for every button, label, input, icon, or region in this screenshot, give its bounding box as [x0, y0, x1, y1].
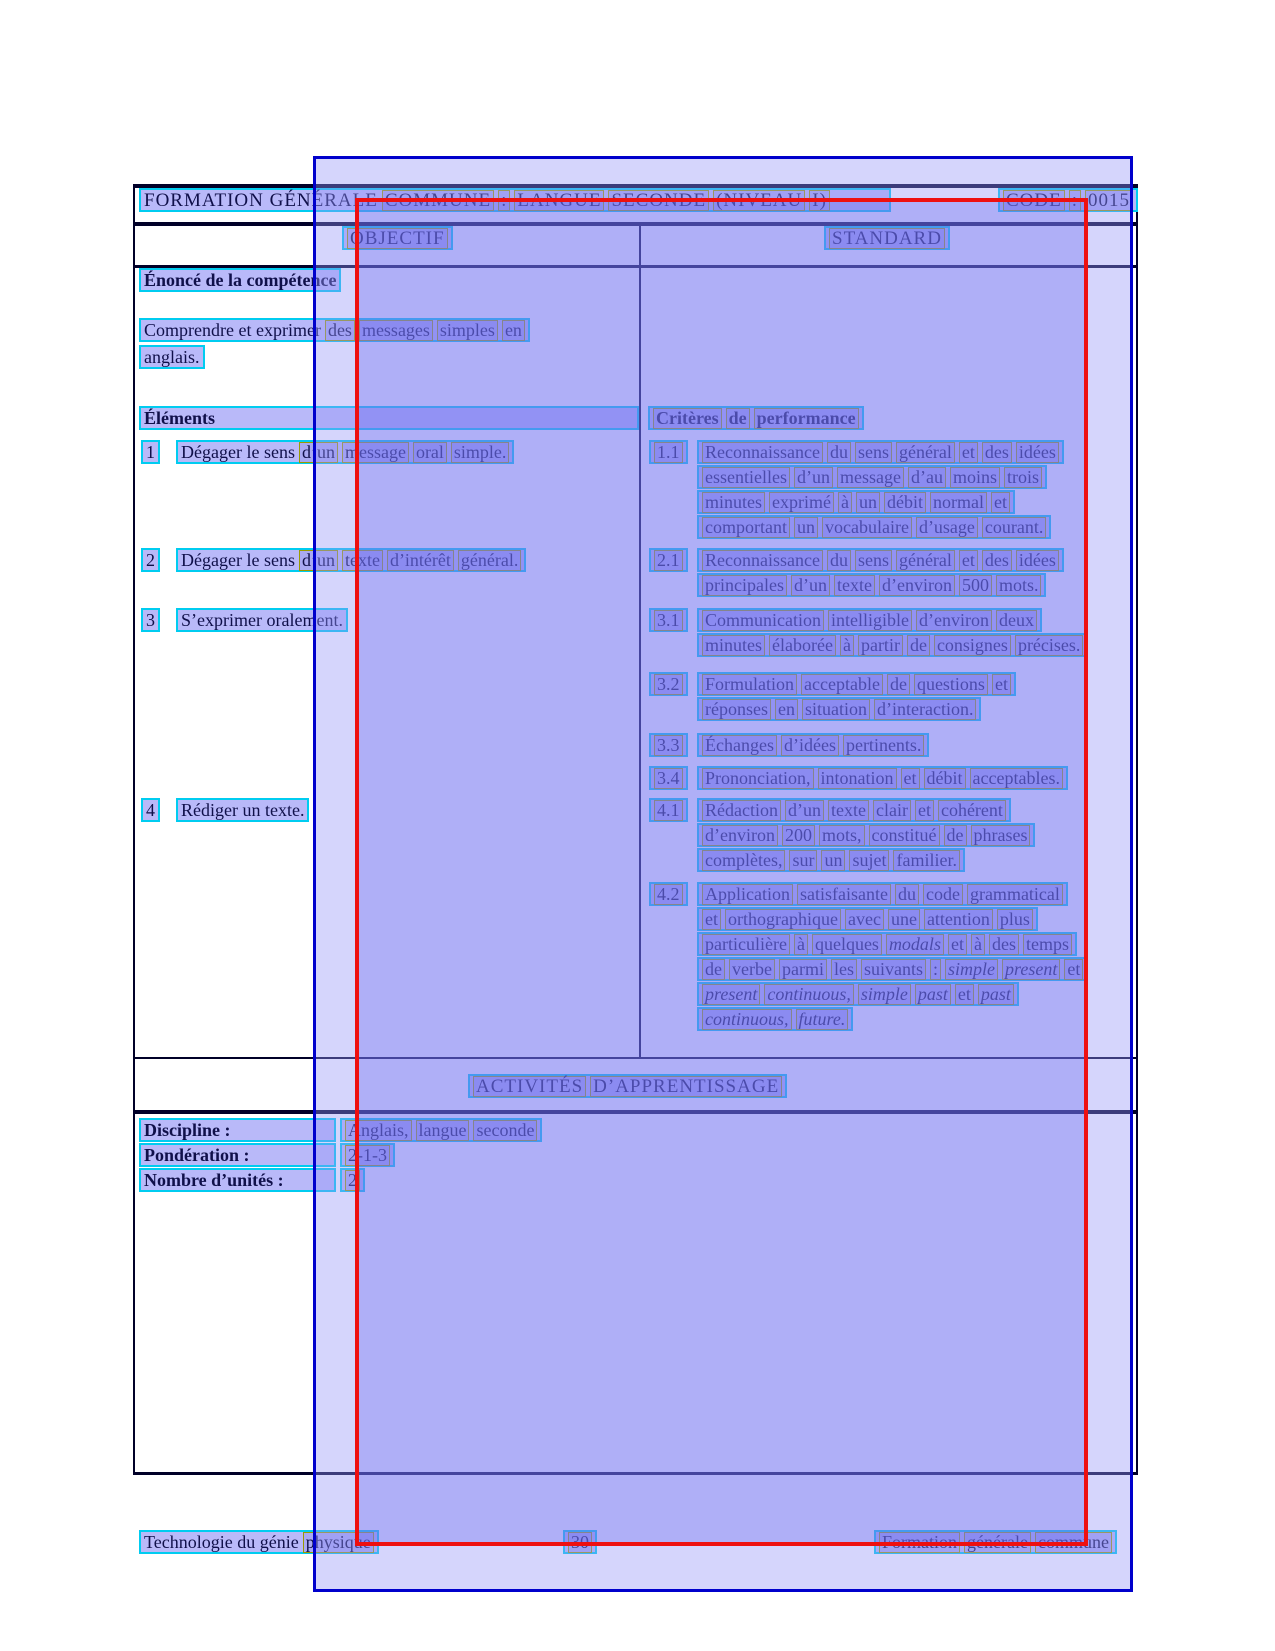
criterion-3-4-num: [649, 766, 688, 790]
criterion-4-2-num: [649, 882, 688, 906]
element-2-text: [176, 548, 526, 572]
word-box: mots.: [996, 575, 1042, 596]
word-box: un: [856, 492, 880, 513]
text-segment: Comprendre et exprimer: [144, 319, 321, 340]
text-segment: 2: [146, 549, 155, 570]
word-box: d’un: [299, 550, 338, 571]
word-box: partir: [858, 635, 903, 656]
word-box: 2.1: [654, 550, 683, 571]
word-box: essentielles: [702, 467, 790, 488]
activites-heading: [468, 1074, 787, 1098]
word-box: d’environ: [916, 610, 992, 631]
word-box: present: [702, 984, 760, 1005]
word-box: I): [809, 190, 830, 211]
word-box: temps: [1023, 934, 1072, 955]
criteres-heading: [648, 406, 864, 430]
criterion-4-2-line-2: [697, 907, 1038, 931]
header-title: [139, 188, 891, 212]
criterion-4-1-line-3: [697, 848, 965, 872]
word-box: et: [901, 768, 920, 789]
ponderation-value: [340, 1143, 395, 1167]
word-box: exprimé: [769, 492, 834, 513]
footer-page-number: [563, 1530, 597, 1554]
word-box: situation: [802, 699, 870, 720]
ponderation-label: [139, 1143, 336, 1167]
word-box: vocabulaire: [822, 517, 912, 538]
word-box: de: [702, 959, 725, 980]
word-box: simple: [945, 959, 998, 980]
word-box: constitué: [869, 825, 940, 846]
word-box: général: [896, 442, 955, 463]
word-box: débit: [924, 768, 966, 789]
word-box: minutes: [702, 635, 765, 656]
word-box: 3.4: [654, 768, 683, 789]
word-box: Critères: [653, 408, 722, 429]
word-box: et: [702, 909, 721, 930]
word-box: d’interaction.: [874, 699, 976, 720]
text-segment: 3: [146, 609, 155, 630]
text-segment: Énoncé de la compétence: [144, 269, 337, 290]
word-box: continuous,: [702, 1009, 792, 1030]
text-segment: Technologie du génie: [144, 1531, 299, 1552]
word-box: OBJECTIF: [347, 228, 448, 249]
word-box: à: [838, 492, 852, 513]
word-box: quelques: [812, 934, 882, 955]
word-box: d’un: [794, 467, 833, 488]
criterion-2-1-line-2: [697, 573, 1046, 597]
criterion-3-1-line-1: [697, 608, 1042, 632]
word-box: mots,: [819, 825, 865, 846]
word-box: 2: [345, 1170, 360, 1191]
word-box: simple.: [451, 442, 510, 463]
criterion-1-1-line-4: [697, 515, 1051, 539]
word-box: :: [1069, 190, 1081, 211]
criterion-3-4-line-1: [697, 766, 1068, 790]
word-box: avec: [845, 909, 884, 930]
unites-label: [139, 1168, 336, 1192]
standard-header: [824, 226, 950, 250]
word-box: texte: [834, 575, 875, 596]
word-box: message: [342, 442, 409, 463]
footer-right: [874, 1530, 1117, 1554]
word-box: intelligible: [828, 610, 912, 631]
word-box: de: [944, 825, 967, 846]
element-3-num: [141, 608, 160, 632]
word-box: des: [982, 442, 1012, 463]
word-box: général: [896, 550, 955, 571]
word-box: :: [498, 190, 510, 211]
word-box: particulière: [702, 934, 790, 955]
criterion-2-1-line-1: [697, 548, 1064, 572]
element-4-text: [176, 798, 309, 822]
word-box: sens: [855, 442, 892, 463]
word-box: Rédaction: [702, 800, 781, 821]
word-box: orthographique: [725, 909, 841, 930]
word-box: message: [837, 467, 904, 488]
word-box: grammatical: [967, 884, 1063, 905]
word-box: 200: [782, 825, 815, 846]
criterion-3-2-line-2: [697, 697, 981, 721]
criterion-4-1-num: [649, 798, 688, 822]
word-box: seconde: [473, 1120, 537, 1141]
criterion-3-2-num: [649, 672, 688, 696]
word-box: code: [923, 884, 963, 905]
word-box: de: [726, 408, 750, 429]
word-box: future.: [796, 1009, 849, 1030]
word-box: phrases: [971, 825, 1031, 846]
discipline-label: [139, 1118, 336, 1142]
word-box: et: [959, 442, 978, 463]
word-box: d’environ: [702, 825, 778, 846]
text-segment: S’exprimer oralement.: [181, 609, 343, 630]
word-box: courant.: [982, 517, 1046, 538]
discipline-value: [340, 1118, 542, 1142]
word-box: du: [827, 442, 851, 463]
word-box: débit: [884, 492, 926, 513]
word-box: comportant: [702, 517, 790, 538]
word-box: et: [959, 550, 978, 571]
text-segment: Rédiger un texte.: [181, 799, 305, 820]
word-box: COMMUNE: [382, 190, 494, 211]
criterion-4-2-line-1: [697, 882, 1068, 906]
word-box: cohérent: [938, 800, 1006, 821]
text-segment: Nombre d’unités :: [144, 1169, 284, 1190]
word-box: de: [887, 674, 910, 695]
word-box: oral: [413, 442, 447, 463]
word-box: de: [907, 635, 930, 656]
word-box: 3.3: [654, 735, 683, 756]
word-box: 1.1: [654, 442, 683, 463]
word-box: deux: [996, 610, 1037, 631]
word-box: verbe: [729, 959, 775, 980]
word-box: present: [1002, 959, 1060, 980]
word-box: 4.2: [654, 884, 683, 905]
word-box: moins: [950, 467, 1000, 488]
word-box: acceptables.: [970, 768, 1063, 789]
word-box: SECONDE: [608, 190, 709, 211]
element-2-num: [141, 548, 160, 572]
word-box: modals: [886, 934, 944, 955]
element-4-num: [141, 798, 160, 822]
text-segment: Dégager le sens: [181, 549, 295, 570]
criterion-3-1-num: [649, 608, 688, 632]
word-box: normal: [930, 492, 987, 513]
word-box: intonation: [818, 768, 897, 789]
word-box: Anglais,: [345, 1120, 412, 1141]
word-box: d’un: [299, 442, 338, 463]
word-box: 3.2: [654, 674, 683, 695]
elements-heading: [139, 406, 639, 430]
word-box: acceptable: [801, 674, 883, 695]
text-segment: FORMATION GÉNÉRALE: [144, 189, 378, 211]
word-box: un: [821, 850, 845, 871]
criterion-4-2-line-3: [697, 932, 1077, 956]
word-box: d’un: [785, 800, 824, 821]
word-box: principales: [702, 575, 787, 596]
word-box: CODE: [1003, 190, 1065, 211]
word-box: à: [794, 934, 808, 955]
word-box: 30: [568, 1532, 592, 1553]
word-box: clair: [873, 800, 911, 821]
word-box: consignes: [934, 635, 1011, 656]
word-box: idées: [1016, 550, 1059, 571]
word-box: sens: [855, 550, 892, 571]
word-box: Application: [702, 884, 793, 905]
criterion-2-1-num: [649, 548, 688, 572]
word-box: d’au: [908, 467, 946, 488]
word-box: générale: [964, 1532, 1031, 1553]
text-segment: anglais.: [144, 346, 200, 367]
word-box: commune: [1035, 1532, 1112, 1553]
word-box: complètes,: [702, 850, 785, 871]
word-box: et: [1064, 959, 1083, 980]
word-box: des: [982, 550, 1012, 571]
word-box: messages: [359, 320, 433, 341]
text-segment: 4: [146, 799, 155, 820]
word-box: idées: [1016, 442, 1059, 463]
word-box: en: [502, 320, 525, 341]
word-box: Reconnaissance: [702, 550, 823, 571]
element-1-num: [141, 440, 160, 464]
word-box: langue: [416, 1120, 470, 1141]
word-box: 500: [959, 575, 992, 596]
criterion-3-3-num: [649, 733, 688, 757]
word-box: et: [992, 674, 1011, 695]
criterion-1-1-line-1: [697, 440, 1064, 464]
word-box: les: [831, 959, 857, 980]
footer-left: [139, 1530, 379, 1554]
enonce-heading: [139, 268, 341, 292]
word-box: 3.1: [654, 610, 683, 631]
word-box: du: [895, 884, 919, 905]
criterion-4-1-line-1: [697, 798, 1011, 822]
word-box: ACTIVITÉS: [473, 1076, 586, 1097]
word-box: réponses: [702, 699, 771, 720]
word-box: d’un: [791, 575, 830, 596]
word-box: et: [955, 984, 974, 1005]
word-box: performance: [754, 408, 859, 429]
competency-line-1: [139, 318, 530, 342]
word-box: questions: [914, 674, 988, 695]
word-box: STANDARD: [829, 228, 945, 249]
text-segment: Discipline :: [144, 1119, 231, 1140]
word-box: élaborée: [769, 635, 836, 656]
word-box: minutes: [702, 492, 765, 513]
word-box: continuous,: [764, 984, 854, 1005]
word-box: Formulation: [702, 674, 797, 695]
word-box: 0015: [1085, 190, 1133, 211]
text-segment: Éléments: [144, 407, 215, 428]
unites-value: [340, 1168, 365, 1192]
word-box: du: [827, 550, 851, 571]
text-segment: Pondération :: [144, 1144, 250, 1165]
word-box: satisfaisante: [797, 884, 891, 905]
word-box: attention: [924, 909, 993, 930]
word-box: past: [978, 984, 1014, 1005]
word-box: à: [971, 934, 985, 955]
word-box: Prononciation,: [702, 768, 814, 789]
element-1-text: [176, 440, 514, 464]
word-box: d’usage: [916, 517, 978, 538]
word-box: familier.: [893, 850, 959, 871]
word-box: général.: [458, 550, 521, 571]
word-box: LANGUE: [514, 190, 604, 211]
word-box: suivants: [861, 959, 926, 980]
word-box: trois: [1004, 467, 1042, 488]
criterion-3-2-line-1: [697, 672, 1016, 696]
word-box: une: [888, 909, 920, 930]
word-box: D’APPRENTISSAGE: [590, 1076, 782, 1097]
word-box: texte: [828, 800, 869, 821]
element-3-text: [176, 608, 348, 632]
word-box: et: [915, 800, 934, 821]
word-box: Communication: [702, 610, 824, 631]
word-box: d’environ: [879, 575, 955, 596]
word-box: des: [325, 320, 355, 341]
word-box: simple: [858, 984, 911, 1005]
word-box: sujet: [849, 850, 889, 871]
word-box: un: [794, 517, 818, 538]
text-segment: Dégager le sens: [181, 441, 295, 462]
word-box: et: [948, 934, 967, 955]
word-box: précises.: [1015, 635, 1083, 656]
word-box: 4.1: [654, 800, 683, 821]
word-box: 2-1-3: [345, 1145, 390, 1166]
criterion-3-1-line-2: [697, 633, 1088, 657]
word-box: d’intérêt: [387, 550, 454, 571]
word-box: et: [991, 492, 1010, 513]
word-box: (NIVEAU: [713, 190, 805, 211]
criterion-4-2-line-5: [697, 982, 1019, 1006]
criterion-1-1-line-2: [697, 465, 1047, 489]
word-box: pertinents.: [843, 735, 924, 756]
word-box: Reconnaissance: [702, 442, 823, 463]
criterion-4-2-line-6: [697, 1007, 853, 1031]
word-box: past: [915, 984, 951, 1005]
objectif-header: [342, 226, 453, 250]
word-box: simples: [437, 320, 498, 341]
criterion-4-1-line-2: [697, 823, 1035, 847]
word-box: physique: [303, 1532, 374, 1553]
word-box: :: [930, 959, 941, 980]
word-box: Formation: [879, 1532, 960, 1553]
word-box: d’idées: [781, 735, 839, 756]
competency-line-2: [139, 345, 205, 369]
word-box: Échanges: [702, 735, 777, 756]
word-box: à: [840, 635, 854, 656]
word-box: en: [775, 699, 798, 720]
criterion-1-1-num: [649, 440, 688, 464]
text-segment: 1: [146, 441, 155, 462]
header-code: [998, 188, 1138, 212]
word-box: sur: [789, 850, 817, 871]
word-box: des: [989, 934, 1019, 955]
word-box: plus: [997, 909, 1033, 930]
criterion-4-2-line-4: [697, 957, 1088, 981]
criterion-3-3-line-1: [697, 733, 929, 757]
criterion-1-1-line-3: [697, 490, 1015, 514]
word-box: parmi: [779, 959, 827, 980]
word-box: texte: [342, 550, 383, 571]
